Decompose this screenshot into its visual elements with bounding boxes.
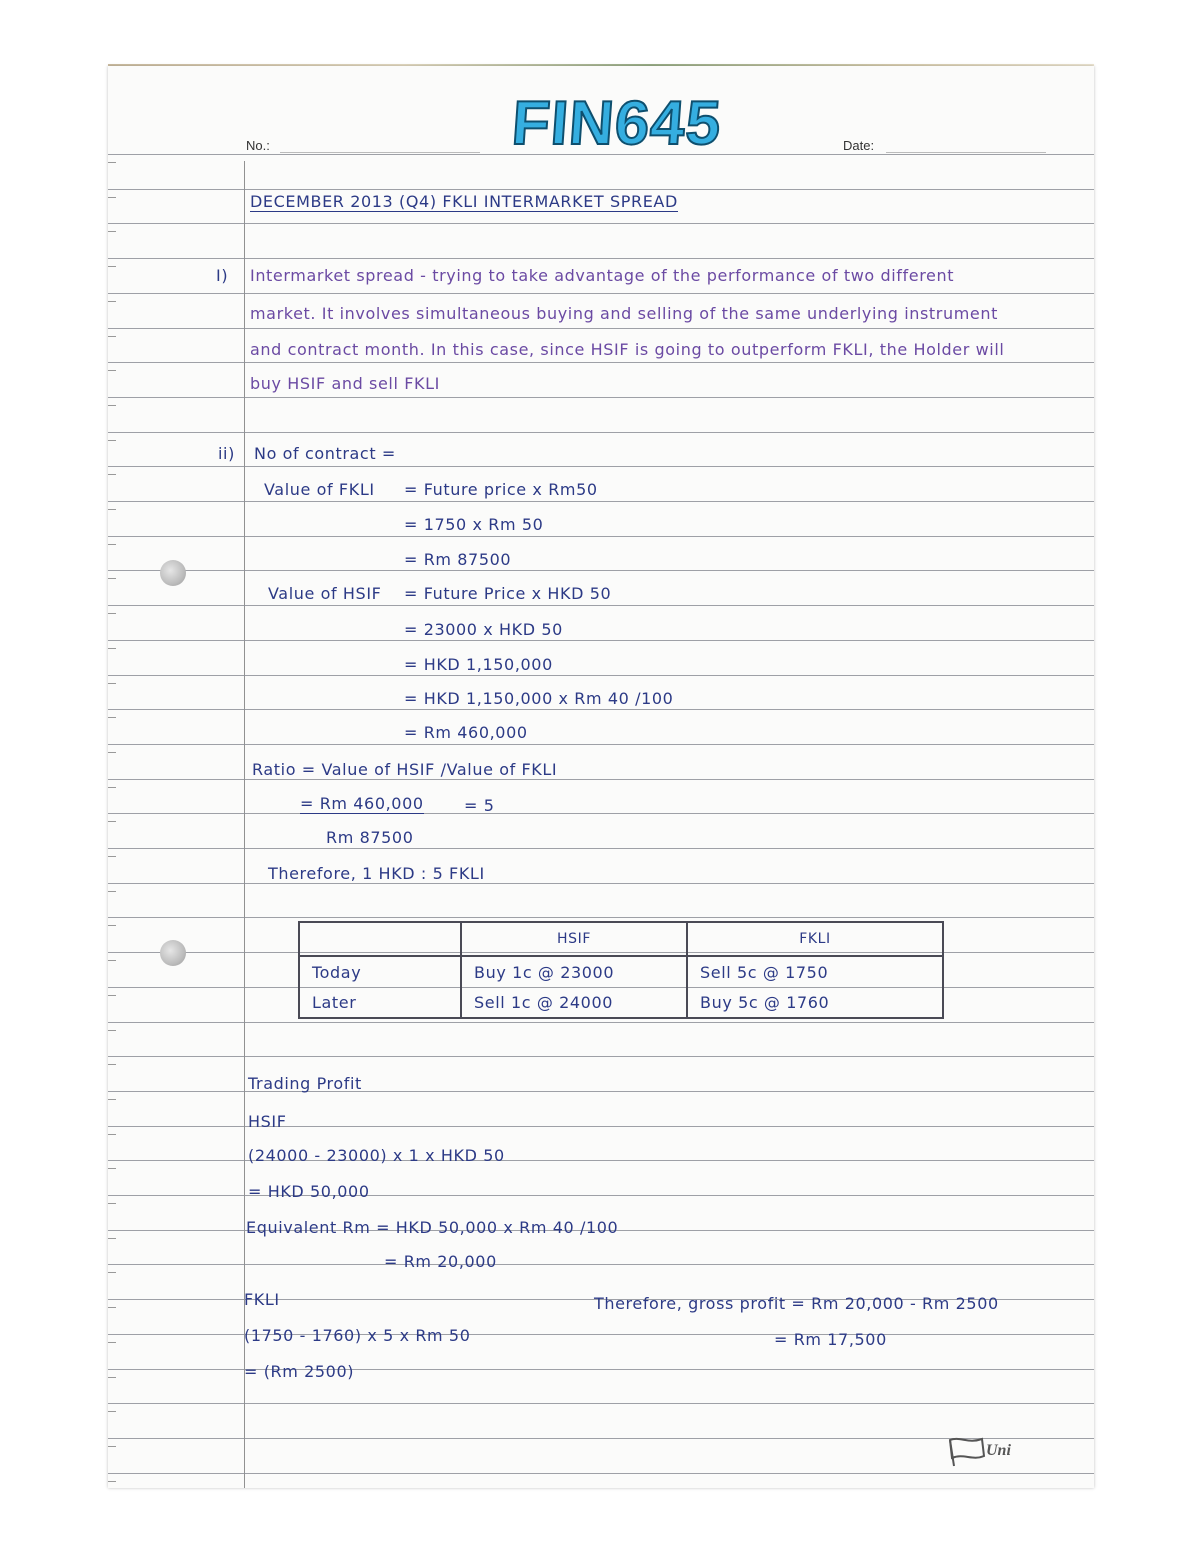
ruled-line [108, 1264, 1094, 1265]
part-2-number: ii) [218, 444, 235, 463]
edge-tick [108, 1307, 116, 1308]
edge-tick [108, 1064, 116, 1065]
table-cell: Sell 1c @ 24000 [461, 987, 687, 1018]
trade-table [298, 921, 944, 1019]
margin-line [244, 161, 245, 1488]
trading-profit-title: Trading Profit [248, 1074, 362, 1093]
hsif-profit-calc: (24000 - 23000) x 1 x HKD 50 [248, 1146, 505, 1165]
ruled-line [108, 779, 1094, 780]
edge-tick [108, 891, 116, 892]
ruled-line [108, 848, 1094, 849]
edge-tick [108, 1481, 116, 1482]
edge-tick [108, 1342, 116, 1343]
equivalent-rm-result: = Rm 20,000 [384, 1252, 497, 1271]
edge-tick [108, 1238, 116, 1239]
edge-tick [108, 405, 116, 406]
edge-tick [108, 1099, 116, 1100]
ruled-line [108, 813, 1094, 814]
ruled-line [108, 1403, 1094, 1404]
ruled-line [108, 501, 1094, 502]
ratio-numerator: = Rm 460,000 [300, 794, 424, 813]
hsif-profit-result: = HKD 50,000 [248, 1182, 370, 1201]
notebook-logo [946, 1434, 1026, 1468]
table-header-cell: FKLI [687, 922, 943, 956]
ruled-line [108, 1022, 1094, 1023]
edge-tick [108, 1411, 116, 1412]
edge-tick [108, 370, 116, 371]
fkli-profit-label: FKLI [244, 1290, 280, 1309]
equivalent-rm-line: Equivalent Rm = HKD 50,000 x Rm 40 /100 [246, 1218, 619, 1237]
ratio-conclusion: Therefore, 1 HKD : 5 FKLI [268, 864, 485, 883]
logo-text: Uni [986, 1442, 1011, 1459]
edge-tick [108, 509, 116, 510]
ruled-line [108, 293, 1094, 294]
part-1-line-3: and contract month. In this case, since HSIF is going to outperform FKLI, the Holder will [250, 340, 1005, 359]
flag-logo-icon [946, 1434, 990, 1468]
edge-tick [108, 787, 116, 788]
ratio-denominator: Rm 87500 [326, 828, 414, 847]
ruled-line [108, 1056, 1094, 1057]
ruled-line [108, 328, 1094, 329]
date-field-line [886, 152, 1046, 153]
fkli-value-line-1: = Future price x Rm50 [404, 480, 598, 499]
table-cell: Buy 5c @ 1760 [687, 987, 943, 1018]
edge-tick [108, 717, 116, 718]
hsif-value-line-4: = HKD 1,150,000 x Rm 40 /100 [404, 689, 674, 708]
table-row [299, 987, 943, 1018]
table-header-row [299, 922, 943, 956]
hsif-value-label: Value of HSIF [268, 584, 382, 603]
edge-tick [108, 1030, 116, 1031]
part-1-line-2: market. It involves simultaneous buying and selling of the same underlying instrument [250, 304, 998, 323]
fkli-profit-result: = (Rm 2500) [244, 1362, 355, 1381]
hsif-value-line-3: = HKD 1,150,000 [404, 655, 553, 674]
gross-profit-result: = Rm 17,500 [774, 1330, 887, 1349]
ruled-line [108, 432, 1094, 433]
page-title: FIN645 [509, 89, 724, 158]
ratio-label: Ratio = Value of HSIF /Value of FKLI [252, 760, 558, 779]
edge-tick [108, 440, 116, 441]
fkli-profit-calc: (1750 - 1760) x 5 x Rm 50 [244, 1326, 471, 1345]
ruled-line [108, 362, 1094, 363]
table-header-cell [299, 922, 461, 956]
edge-tick [108, 336, 116, 337]
edge-tick [108, 1134, 116, 1135]
ruled-line [108, 605, 1094, 606]
ruled-line [108, 709, 1094, 710]
table-cell: Sell 5c @ 1750 [687, 956, 943, 987]
table-cell: Buy 1c @ 23000 [461, 956, 687, 987]
table-header-cell: HSIF [461, 922, 687, 956]
edge-tick [108, 683, 116, 684]
binder-hole-bottom [160, 940, 186, 966]
edge-tick [108, 1446, 116, 1447]
edge-tick [108, 1168, 116, 1169]
edge-tick [108, 613, 116, 614]
question-heading: DECEMBER 2013 (Q4) FKLI INTERMARKET SPREAD [250, 192, 678, 211]
edge-tick [108, 231, 116, 232]
hsif-value-line-2: = 23000 x HKD 50 [404, 620, 563, 639]
gross-profit-line: Therefore, gross profit = Rm 20,000 - Rm 2500 [594, 1294, 999, 1313]
ruled-line [108, 675, 1094, 676]
ruled-line [108, 1473, 1094, 1474]
ruled-line [108, 223, 1094, 224]
edge-tick [108, 995, 116, 996]
binder-hole-top [160, 560, 186, 586]
edge-tick [108, 960, 116, 961]
table-cell: Today [299, 956, 461, 987]
date-label: Date: [843, 138, 875, 153]
ruled-line [108, 883, 1094, 884]
edge-tick [108, 474, 116, 475]
ruled-line [108, 466, 1094, 467]
table-row [299, 956, 943, 987]
fkli-value-label: Value of FKLI [264, 480, 375, 499]
number-field-line [280, 152, 480, 153]
table-cell: Later [299, 987, 461, 1018]
edge-tick [108, 578, 116, 579]
edge-tick [108, 648, 116, 649]
edge-tick [108, 1377, 116, 1378]
ratio-result: = 5 [464, 796, 495, 815]
fkli-value-line-2: = 1750 x Rm 50 [404, 515, 544, 534]
part-1-number: I) [216, 266, 229, 285]
number-label: No.: [246, 138, 270, 153]
part-1-line-1: Intermarket spread - trying to take advantage of the performance of two different [250, 266, 955, 285]
ruled-line [108, 536, 1094, 537]
edge-tick [108, 856, 116, 857]
edge-tick [108, 1203, 116, 1204]
hsif-profit-label: HSIF [248, 1112, 287, 1131]
ruled-line [108, 189, 1094, 190]
edge-tick [108, 821, 116, 822]
ruled-line [108, 258, 1094, 259]
ruled-line [108, 640, 1094, 641]
edge-tick [108, 266, 116, 267]
edge-tick [108, 1272, 116, 1273]
notebook-page [108, 66, 1094, 1488]
edge-tick [108, 197, 116, 198]
no-of-contract-title: No of contract = [254, 444, 396, 463]
part-1-line-4: buy HSIF and sell FKLI [250, 374, 440, 393]
edge-tick [108, 752, 116, 753]
ruled-line [108, 570, 1094, 571]
hsif-value-line-1: = Future Price x HKD 50 [404, 584, 612, 603]
edge-tick [108, 544, 116, 545]
ruled-line [108, 917, 1094, 918]
edge-tick [108, 925, 116, 926]
ruled-line [108, 744, 1094, 745]
hsif-value-line-5: = Rm 460,000 [404, 723, 528, 742]
edge-tick [108, 301, 116, 302]
edge-tick [108, 162, 116, 163]
fkli-value-line-3: = Rm 87500 [404, 550, 512, 569]
ruled-line [108, 397, 1094, 398]
